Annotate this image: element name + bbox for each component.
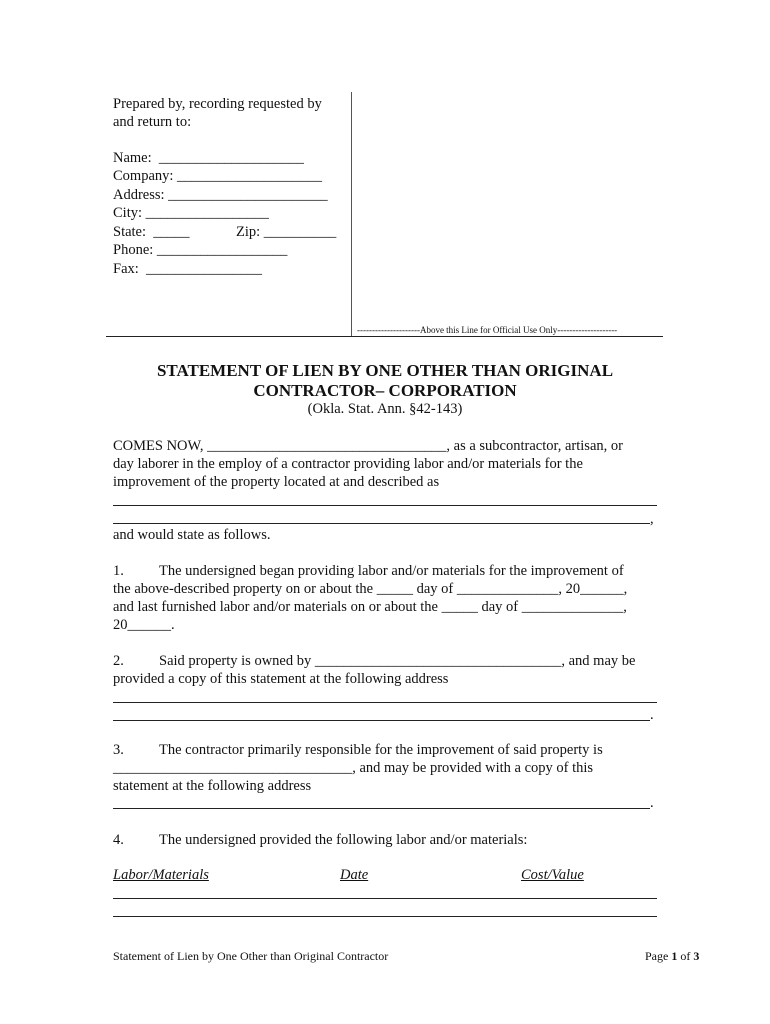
column-header-date: Date [340,867,369,883]
name-field[interactable]: Name: ____________________ [113,150,304,166]
intro-line1: COMES NOW, _________________________________, as a subcontractor, artisan, or [113,438,623,454]
footer-page-indicator [645,949,699,964]
property-description-line-2[interactable] [113,523,650,524]
column-header-labor-materials: Labor/Materials [113,867,209,883]
fax-field[interactable]: Fax: ________________ [113,261,263,277]
paragraph-3-period: . [650,795,654,811]
zip-field[interactable]: Zip: __________ [236,224,337,240]
footer-document-name: Statement of Lien by One Other than Original Contractor [113,949,389,963]
paragraph-3-line2: _________________________________, and may be provided with a copy of this [113,760,594,776]
document-title-line1: STATEMENT OF LIEN BY ONE OTHER THAN ORIGINAL [156,361,614,380]
paragraph-4-line1: The undersigned provided the following labor and/or materials: [159,832,528,848]
return-to-label: and return to: [113,114,192,130]
page-prefix: Page [645,949,672,963]
page-number: 1 [671,949,678,963]
paragraph-2-period: . [650,707,654,723]
owner-address-line-1[interactable] [113,702,657,703]
intro-line3: improvement of the property located at and described as [113,474,440,490]
state-field[interactable]: State: _____ [113,224,190,240]
paragraph-3-number: 3. [113,742,124,758]
paragraph-4-number: 4. [113,832,124,848]
owner-address-line-2[interactable] [113,720,650,721]
paragraph-2-line1: Said property is owned by __________________________________, and may be [159,653,636,669]
paragraph-1-line2: the above-described property on or about the _____ day of ______________, 20______, [113,581,628,597]
paragraph-2-number: 2. [113,653,124,669]
city-field[interactable]: City: _________________ [113,205,269,221]
paragraph-3-line1: The contractor primarily responsible for the improvement of said property is [159,742,603,758]
intro-comma: , [650,511,654,527]
paragraph-2-line2: provided a copy of this statement at the following address [113,671,449,687]
property-description-line-1[interactable] [113,505,657,506]
paragraph-1-line1: The undersigned began providing labor and/or materials for the improvement of [159,563,624,579]
labor-entry-line-2[interactable] [113,916,657,917]
paragraph-1-line3: and last furnished labor and/or materials on or about the _____ day of ______________, [113,599,627,615]
address-field[interactable]: Address: ______________________ [113,187,328,203]
statute-citation: (Okla. Stat. Ann. §42-143) [307,401,463,417]
header-divider [106,336,663,337]
company-field[interactable]: Company: ____________________ [113,168,323,184]
paragraph-1-line4: 20______. [113,617,175,633]
contractor-address-line[interactable] [113,808,650,809]
official-use-note: ---------------------Above this Line for Official Use Only-------------------- [357,325,618,335]
page-of: of [677,949,694,963]
prepared-by-label: Prepared by, recording requested by [113,96,322,112]
column-header-cost-value: Cost/Value [521,867,584,883]
phone-field[interactable]: Phone: __________________ [113,242,288,258]
paragraph-3-line3: statement at the following address [113,778,312,794]
paragraph-1-number: 1. [113,563,124,579]
page-total: 3 [693,949,700,963]
document-title-line2: CONTRACTOR– CORPORATION [253,381,517,400]
intro-closing: and would state as follows. [113,527,271,543]
intro-line2: day laborer in the employ of a contractor providing labor and/or materials for the [113,456,583,472]
labor-entry-line-1[interactable] [113,898,657,899]
